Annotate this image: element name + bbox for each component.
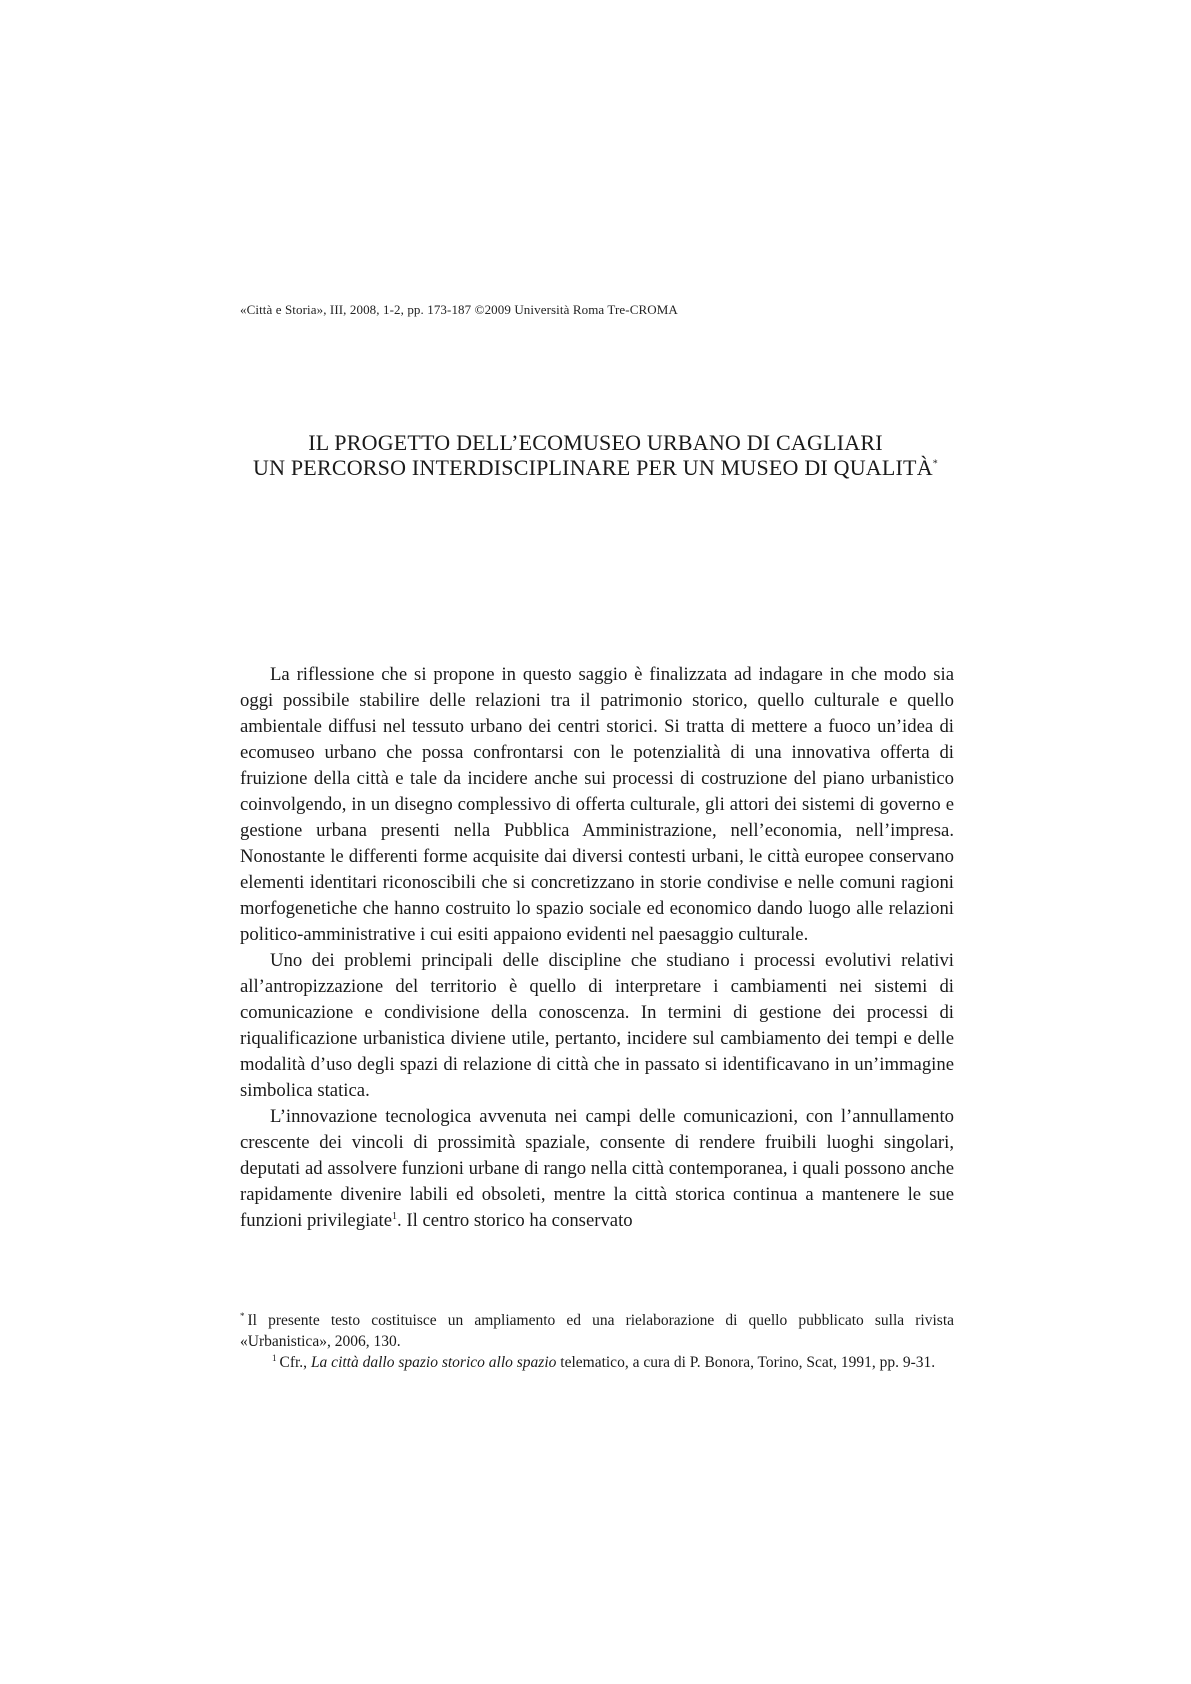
footnote-star-text: Il presente testo costituisce un ampliamento ed una rielaborazione di quello pubblicato sulla rivista «Urbanistica», 2006, 130.	[240, 1312, 954, 1350]
footnotes	[240, 1310, 954, 1373]
body-paragraph-2: Uno dei problemi principali delle discipline che studiano i processi evolutivi relativi all’antropizzazione del territorio è quello di interpretare i cambiamenti nei sistemi di comunicazione e condivisione della conoscenza. In termini di gestione dei processi di riqualificazione urbanistica diviene utile, pertanto, incidere sul cambiamento dei tempi e delle modalità d’uso degli spazi di relazione di città che in passato si identificavano in un’immagine simbolica statica.	[240, 950, 954, 1101]
title-line-1: IL PROGETTO DELL’ECOMUSEO URBANO DI CAGLIARI	[308, 430, 883, 455]
footnote-1-marker: 1	[272, 1352, 277, 1363]
body-paragraph-1: La riflessione che si propone in questo saggio è finalizzata ad indagare in che modo sia oggi possibile stabilire delle relazioni tra il patrimonio storico, quello culturale e quello ambientale diffusi nel tessuto urbano dei centri storici. Si tratta di mettere a fuoco un’idea di ecomuseo urbano che possa confrontarsi con le potenzialità di una innovativa offerta di fruizione della città e tale da incidere anche sui processi di costruzione del piano urbanistico coinvolgendo, in un disegno complessivo di offerta culturale, gli attori dei sistemi di governo e gestione urbana presenti nella Pubblica Amministrazione, nell’economia, nell’impresa. Nonostante le differenti forme acquisite dai diversi contesti urbani, le città europee conservano elementi identitari riconoscibili che si concretizzano in storie condivise e nelle comuni ragioni morfogenetiche che hanno costruito lo spazio sociale ed economico dando luogo alle relazioni politico-amministrative i cui esiti appaiono evidenti nel paesaggio culturale.	[240, 664, 954, 945]
title-line-2	[160, 455, 1031, 480]
title-footnote-marker: *	[932, 458, 938, 470]
footnote-1-suffix: telematico, a cura di P. Bonora, Torino, Scat, 1991, pp. 9-31.	[556, 1354, 936, 1371]
footnote-1	[240, 1352, 954, 1373]
footnote-ref-1: 1	[392, 1210, 398, 1222]
footnote-1-prefix: Cfr.,	[279, 1354, 311, 1371]
article-body	[240, 662, 954, 1234]
article-title	[160, 430, 1031, 480]
title-line-2-text: UN PERCORSO INTERDISCIPLINARE PER UN MUSEO DI QUALITÀ	[253, 455, 933, 480]
footnote-star-marker: *	[240, 1310, 245, 1321]
paragraph-3-text: L’innovazione tecnologica avvenuta nei campi delle comunicazioni, con l’annullamento crescente dei vincoli di prossimità spaziale, consente di rendere fruibili luoghi singolari, deputati ad assolvere funzioni urbane di rango nella città contemporanea, i quali possono anche rapidamente divenire labili ed obsoleti, mentre la città storica continua a mantenere le sue funzioni privilegiate	[240, 1106, 954, 1231]
footnote-1-italic-title: La città dallo spazio storico allo spazio	[310, 1354, 557, 1371]
journal-citation: «Città e Storia», III, 2008, 1-2, pp. 173-187 ©2009 Università Roma Tre-CROMA	[240, 302, 678, 317]
paragraph-3-tail: . Il centro storico ha conservato	[397, 1210, 633, 1231]
body-paragraph-3	[240, 1104, 954, 1234]
footnote-star	[240, 1310, 954, 1352]
